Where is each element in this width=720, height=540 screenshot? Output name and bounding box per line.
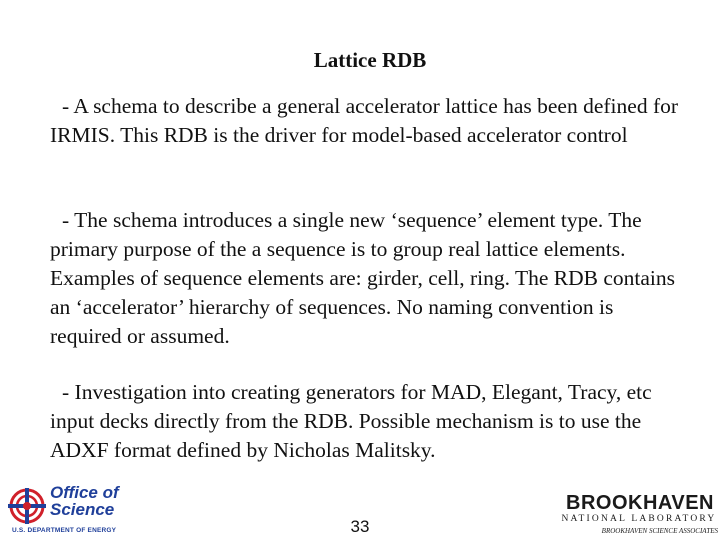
brookhaven-logo	[552, 493, 718, 539]
brookhaven-associates: BROOKHAVEN SCIENCE ASSOCIATES	[601, 527, 718, 535]
bullet-paragraph-3-text: - Investigation into creating generators for MAD, Elegant, Tracy, etc input decks directly from the RDB. Possible mechanism is to use the ADXF format defined by Nicholas Malitsky.	[50, 380, 652, 462]
bullet-paragraph-1	[50, 92, 690, 150]
office-of-science-logo	[6, 484, 156, 536]
bullet-paragraph-2	[50, 206, 690, 351]
office-of-science-line2: Science	[50, 500, 115, 519]
brookhaven-subtitle: NATIONAL LABORATORY	[561, 514, 717, 524]
doe-emblem-icon	[8, 488, 46, 524]
doe-subtitle: U.S. DEPARTMENT OF ENERGY	[12, 527, 117, 534]
brookhaven-name: BROOKHAVEN	[566, 492, 714, 514]
office-of-science-line1: Office of	[50, 483, 119, 502]
page-number: 33	[350, 517, 370, 536]
bullet-paragraph-1-text: - A schema to describe a general accelerator lattice has been defined for IRMIS. This RDB is the driver for model-based accelerator control	[50, 94, 679, 147]
office-of-science-wordmark	[50, 484, 119, 518]
slide-title: Lattice RDB	[313, 48, 427, 72]
bullet-paragraph-3	[50, 378, 690, 465]
bullet-paragraph-2-text: - The schema introduces a single new ‘sequence’ element type. The primary purpose of the a sequence is to group real lattice elements. Examples of sequence elements are: girder, cell, ring. The RDB contains an ‘accelerator’ hierarchy of sequences. No naming convention is required or assumed.	[50, 208, 676, 348]
